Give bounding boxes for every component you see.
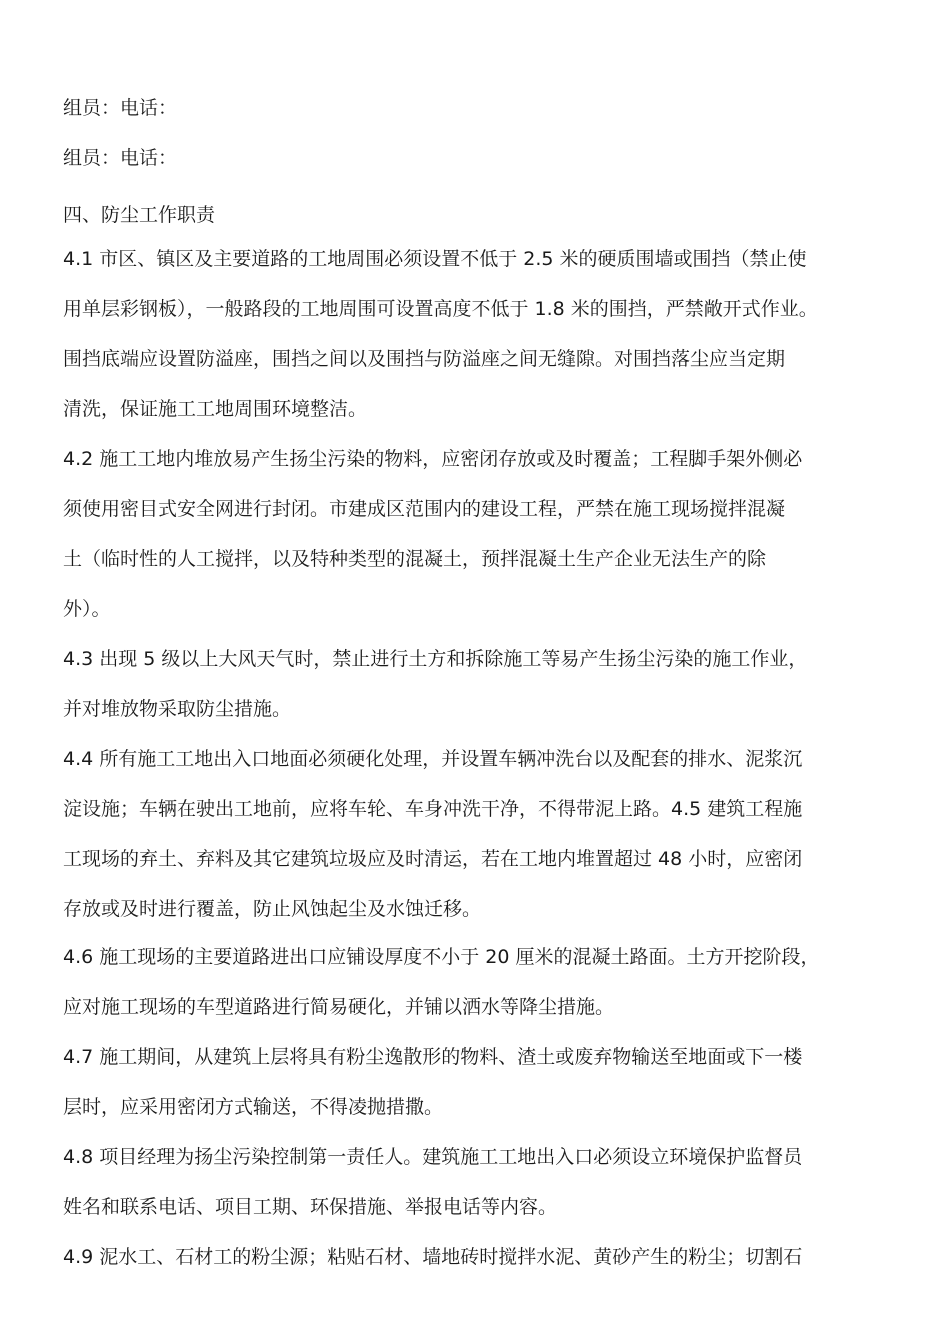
text-line: 须使用密目式安全网进行封闭。市建成区范围内的建设工程，严禁在施工现场搅拌混凝 (63, 498, 786, 520)
text-line: 存放或及时进行覆盖，防止风蚀起尘及水蚀迁移。 (63, 898, 482, 920)
text-line: 组员：电话： (63, 97, 178, 119)
text-line: 4.2 施工工地内堆放易产生扬尘污染的物料，应密闭存放或及时覆盖；工程脚手架外侧必 (63, 448, 803, 470)
text-line: 工现场的弃土、弃料及其它建筑垃圾应及时清运，若在工地内堆置超过 48 小时，应密闭 (63, 848, 803, 870)
section-heading: 四、防尘工作职责 (63, 204, 216, 226)
text-line: 姓名和联系电话、项目工期、环保措施、举报电话等内容。 (63, 1196, 558, 1218)
text-line: 4.9 泥水工、石材工的粉尘源；粘贴石材、墙地砖时搅拌水泥、黄砂产生的粉尘；切割石 (63, 1246, 803, 1268)
text-line: 层时，应采用密闭方式输送，不得凌抛措撒。 (63, 1096, 444, 1118)
text-line: 4.1 市区、镇区及主要道路的工地周围必须设置不低于 2.5 米的硬质围墙或围挡（禁止使 (63, 248, 807, 270)
text-line: 4.4 所有施工工地出入口地面必须硬化处理，并设置车辆冲洗台以及配套的排水、泥浆沉 (63, 748, 803, 770)
text-line: 土（临时性的人工搅拌，以及特种类型的混凝土，预拌混凝土生产企业无法生产的除 (63, 548, 767, 570)
text-line: 并对堆放物采取防尘措施。 (63, 698, 292, 720)
text-line: 用单层彩钢板），一般路段的工地周围可设置高度不低于 1.8 米的围挡，严禁敞开式作业。 (63, 298, 818, 320)
text-line: 淀设施；车辆在驶出工地前，应将车轮、车身冲洗干净，不得带泥上路。4.5 建筑工程施 (63, 798, 803, 820)
text-line: 4.6 施工现场的主要道路进出口应铺设厚度不小于 20 厘米的混凝土路面。土方开挖阶段， (63, 946, 820, 968)
text-line: 清洗，保证施工工地周围环境整洁。 (63, 398, 368, 420)
text-line: 围挡底端应设置防溢座，围挡之间以及围挡与防溢座之间无缝隙。对围挡落尘应当定期 (63, 348, 786, 370)
text-line: 组员：电话： (63, 147, 178, 169)
text-line: 4.3 出现 5 级以上大风天气时，禁止进行土方和拆除施工等易产生扬尘污染的施工作业， (63, 648, 808, 670)
text-line: 外）。 (63, 598, 111, 620)
text-line: 4.8 项目经理为扬尘污染控制第一责任人。建筑施工工地出入口必须设立环境保护监督员 (63, 1146, 803, 1168)
text-line: 应对施工现场的车型道路进行简易硬化，并铺以洒水等降尘措施。 (63, 996, 615, 1018)
text-line: 4.7 施工期间，从建筑上层将具有粉尘逸散形的物料、渣土或废弃物输送至地面或下一楼 (63, 1046, 803, 1068)
